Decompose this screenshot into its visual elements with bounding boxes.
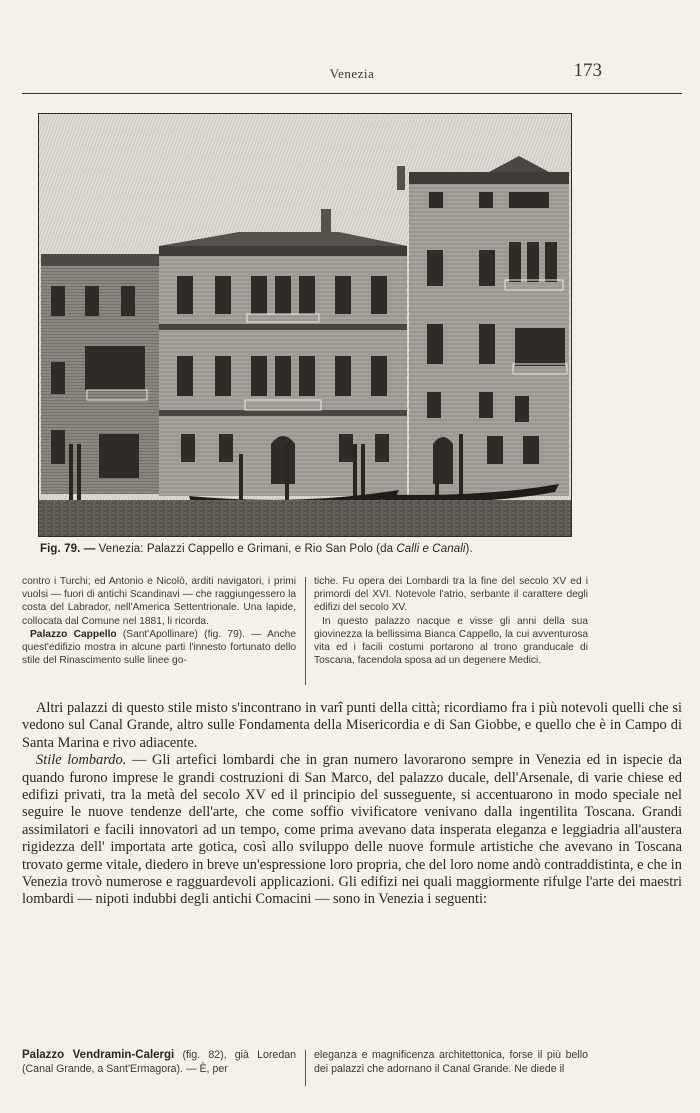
note-paragraph: eleganza e magnificenza architettonica, forse il più bello dei palazzi che adornano il Canal Grande. Ne diede il [314, 1049, 588, 1075]
notes-top-left-column [22, 575, 296, 667]
caption-text: Venezia: Palazzi Cappello e Grimani, e Rio San Polo (da [98, 543, 397, 555]
palaces-illustration [39, 114, 571, 536]
page-number: 173 [573, 60, 602, 81]
figure-label: Fig. 79. — [40, 543, 99, 555]
main-paragraph-text: — Gli artefici lombardi che in gran numero lavorarono sempre in Venezia ed in ispecie da quando furono imprese le grandi costruzioni di San Marco, del palazzo ducale, dell'Arsenale, di varie chiese ed edifizi privati, tra la metà del secolo XV ed il principio del susseguente, si accentuarono in modo speciale nel seguire le nuove tendenze dell'arte, che come soffio vivificatore venivano dalla ingentilita Toscana. Grandi assimilatori e facili innovatori ad un tempo, come prima avevano data insperata eleganza e leggiadria all'austera rigidezza dell' importata arte gotica, così allo sviluppo delle nuove formule artistiche che avevano in Toscana trovato germe vitale, diedero in breve un'espressione loro propria, che del loro nome andò contraddistinta, e che in Venezia trovò numerose e ragguardevoli applicazioni. Gli edifizi nei quali maggiormente rifulge l'arte dei maestri lombardi — nipoti indubbi degli antichi Comacini — sono in Venezia i seguenti: [22, 752, 682, 908]
note-text: (fig. 82), già Loredan (Canal Grande, a Sant'Ermagora). — È, per [22, 1049, 296, 1075]
note-heading-palazzo-vendramin: Palazzo Vendramin-Calergi [22, 1049, 175, 1061]
main-paragraph [22, 752, 682, 909]
main-text [22, 700, 682, 909]
notes-top [22, 575, 682, 687]
header-rule [22, 93, 682, 94]
notes-bottom-right-column [314, 1048, 588, 1076]
running-title: Venezia [329, 66, 375, 81]
column-separator [305, 1050, 306, 1086]
caption-source: Calli e Canali [396, 543, 466, 555]
note-paragraph: In questo palazzo nacque e visse gli anni della sua giovinezza la bellissima Bianca Cappello, la cui avventurosa vita ed i facili costumi portarono al trono granducale di Toscana, facendola sposa ad un degenere Medici. [314, 615, 588, 667]
section-lead-stile-lombardo: Stile lombardo. [36, 752, 127, 769]
figure-caption [40, 543, 662, 555]
main-paragraph: Altri palazzi di questo stile misto s'incontrano in varî punti della città; ricordiamo fra i più notevoli quelli che si vedono sul Canal Grande, altro sulle Fondamenta della Misericordia e di San Giobbe, e quello che è in Campo di Santa Marina e rivo adiacente. [22, 700, 682, 751]
caption-close: ). [465, 543, 473, 555]
note-paragraph: tiche. Fu opera dei Lombardi tra la fine del secolo XV ed i primordi del XVI. Notevole l'atrio, serbante il carattere degli edifizi del secolo XV. [314, 576, 588, 614]
note-text: (Sant'Apollinare) (fig. 79). — Anche quest'edifizio mostra in alcune parti l'innesto fortunato dello stile del Rinascimento sulle linee go- [22, 628, 296, 667]
running-head [22, 60, 682, 84]
note-paragraph: contro i Turchi; ed Antonio e Nicolò, arditi navigatori, i primi vuolsi — fuori di antichi Scandinavi — che raggiungessero la costa del Labrador, nell'America Settentrionale. Una lapide, collocata dal Comune nel 1881, li ricorda. [22, 576, 296, 627]
note-paragraph [22, 1048, 296, 1076]
notes-top-right-column [314, 575, 588, 667]
note-paragraph [22, 628, 296, 668]
figure-engraving [38, 113, 572, 537]
notes-bottom-left-column [22, 1048, 296, 1076]
notes-bottom [22, 1048, 682, 1088]
column-separator [305, 577, 306, 685]
note-heading-palazzo-cappello: Palazzo Cappello [30, 628, 117, 640]
